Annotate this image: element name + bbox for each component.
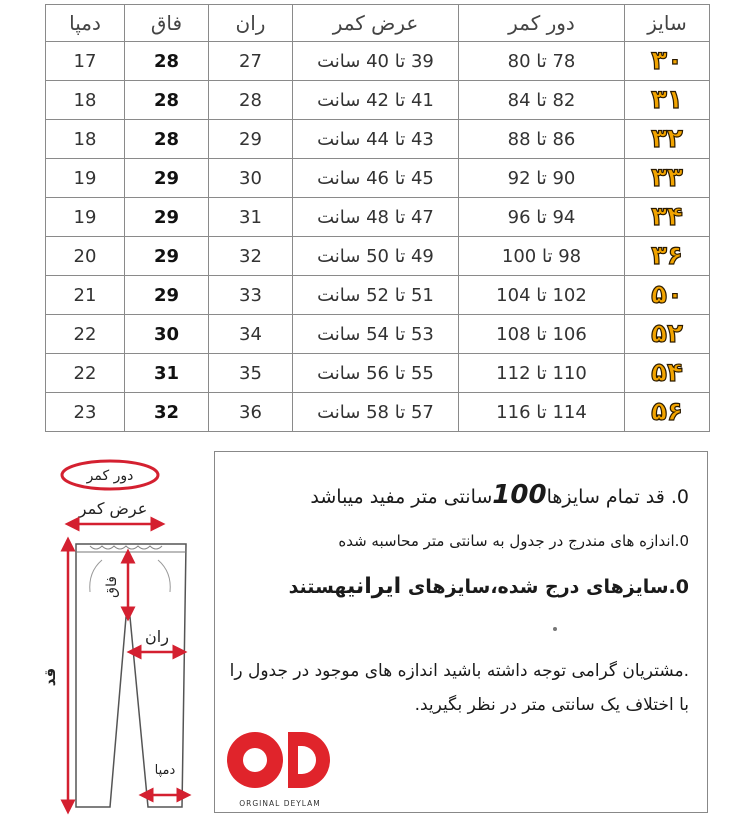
cell-waist-width: 57 تا 58 سانت xyxy=(293,393,459,432)
cell-size: ۵۴ xyxy=(625,354,710,393)
cell-hem: 19 xyxy=(46,159,125,198)
cell-size: ۵۶ xyxy=(625,393,710,432)
header-waist-width: عرض کمر xyxy=(293,5,459,42)
cell-thigh: 34 xyxy=(209,315,293,354)
cell-rise: 29 xyxy=(125,159,209,198)
cell-waist-width: 41 تا 42 سانت xyxy=(293,81,459,120)
size-table xyxy=(45,4,710,432)
cell-size: ۳۲ xyxy=(625,120,710,159)
table-row xyxy=(46,120,710,159)
cell-rise: 28 xyxy=(125,81,209,120)
header-size: سایز xyxy=(625,5,710,42)
note1-number: 100 xyxy=(492,480,547,510)
table-row xyxy=(46,237,710,276)
table-row xyxy=(46,159,710,198)
cell-waist-width: 43 تا 44 سانت xyxy=(293,120,459,159)
cell-waist-circ: 94 تا 96 xyxy=(459,198,625,237)
cell-thigh: 35 xyxy=(209,354,293,393)
cell-waist-circ: 98 تا 100 xyxy=(459,237,625,276)
cell-waist-circ: 106 تا 108 xyxy=(459,315,625,354)
note3-prefix: 0.سایزهای درج شده،سایزهای xyxy=(401,576,689,598)
hem-label: دمپا xyxy=(154,763,176,778)
table-row xyxy=(46,42,710,81)
cell-waist-circ: 78 تا 80 xyxy=(459,42,625,81)
cell-hem: 20 xyxy=(46,237,125,276)
cell-waist-circ: 82 تا 84 xyxy=(459,81,625,120)
cell-waist-circ: 114 تا 116 xyxy=(459,393,625,432)
cell-rise: 28 xyxy=(125,120,209,159)
cell-thigh: 27 xyxy=(209,42,293,81)
cell-size: ۳۱ xyxy=(625,81,710,120)
cell-waist-width: 53 تا 54 سانت xyxy=(293,315,459,354)
note3-suffix: هستند xyxy=(288,576,347,598)
header-waist-circ: دور کمر xyxy=(459,5,625,42)
cell-thigh: 29 xyxy=(209,120,293,159)
length-label: قد xyxy=(41,667,59,687)
cell-hem: 22 xyxy=(46,354,125,393)
cell-rise: 31 xyxy=(125,354,209,393)
cell-thigh: 33 xyxy=(209,276,293,315)
cell-waist-circ: 110 تا 112 xyxy=(459,354,625,393)
table-row xyxy=(46,354,710,393)
cell-size: ۳۳ xyxy=(625,159,710,198)
cell-waist-circ: 86 تا 88 xyxy=(459,120,625,159)
cell-rise: 32 xyxy=(125,393,209,432)
cell-thigh: 36 xyxy=(209,393,293,432)
cell-waist-width: 45 تا 46 سانت xyxy=(293,159,459,198)
cell-waist-width: 49 تا 50 سانت xyxy=(293,237,459,276)
table-row xyxy=(46,81,710,120)
brand-logo xyxy=(222,728,342,810)
note-units: 0.اندازه های مندرج در جدول به سانتی متر محاسبه شده xyxy=(338,532,689,550)
cell-hem: 17 xyxy=(46,42,125,81)
cell-thigh: 28 xyxy=(209,81,293,120)
cell-rise: 29 xyxy=(125,198,209,237)
header-rise: فاق xyxy=(125,5,209,42)
cell-size: ۳۰ xyxy=(625,42,710,81)
cell-hem: 18 xyxy=(46,81,125,120)
thigh-label: ران xyxy=(145,627,169,646)
cell-size: ۳۶ xyxy=(625,237,710,276)
cell-size: ۳۴ xyxy=(625,198,710,237)
table-row xyxy=(46,198,710,237)
cell-hem: 21 xyxy=(46,276,125,315)
table-header-row xyxy=(46,5,710,42)
note3-strong: ایرانی xyxy=(346,574,402,599)
header-thigh: ران xyxy=(209,5,293,42)
note-tolerance: .مشتریان گرامی توجه داشته باشید اندازه های موجود در جدول را با اختلاف یک سانتی متر در نظر بگیرید. xyxy=(229,661,689,715)
cell-thigh: 32 xyxy=(209,237,293,276)
cell-rise: 29 xyxy=(125,237,209,276)
cell-thigh: 31 xyxy=(209,198,293,237)
cell-waist-width: 39 تا 40 سانت xyxy=(293,42,459,81)
note-length xyxy=(310,480,689,510)
cell-waist-width: 47 تا 48 سانت xyxy=(293,198,459,237)
rise-label: فاق xyxy=(104,576,120,598)
header-hem: دمپا xyxy=(46,5,125,42)
cell-rise: 29 xyxy=(125,276,209,315)
cell-hem: 18 xyxy=(46,120,125,159)
note-iranian-sizes xyxy=(289,574,689,599)
cell-rise: 28 xyxy=(125,42,209,81)
cell-rise: 30 xyxy=(125,315,209,354)
cell-hem: 19 xyxy=(46,198,125,237)
table-row xyxy=(46,393,710,432)
cell-waist-circ: 90 تا 92 xyxy=(459,159,625,198)
note1-suffix: سانتی متر مفید میباشد xyxy=(310,486,493,508)
cell-thigh: 30 xyxy=(209,159,293,198)
table-row xyxy=(46,276,710,315)
brand-name: ORGINAL DEYLAM xyxy=(239,799,321,808)
cell-waist-width: 51 تا 52 سانت xyxy=(293,276,459,315)
cell-hem: 23 xyxy=(46,393,125,432)
cell-hem: 22 xyxy=(46,315,125,354)
waist-circ-label: دور کمر xyxy=(86,468,134,484)
table-row xyxy=(46,315,710,354)
cell-size: ۵۰ xyxy=(625,276,710,315)
waist-width-label: عرض کمر xyxy=(78,499,148,518)
cell-waist-circ: 102 تا 104 xyxy=(459,276,625,315)
note1-prefix: 0. قد تمام سایزها xyxy=(546,486,689,508)
cell-waist-width: 55 تا 56 سانت xyxy=(293,354,459,393)
cell-size: ۵۲ xyxy=(625,315,710,354)
pants-diagram xyxy=(30,452,215,817)
dot-mark xyxy=(553,627,557,631)
